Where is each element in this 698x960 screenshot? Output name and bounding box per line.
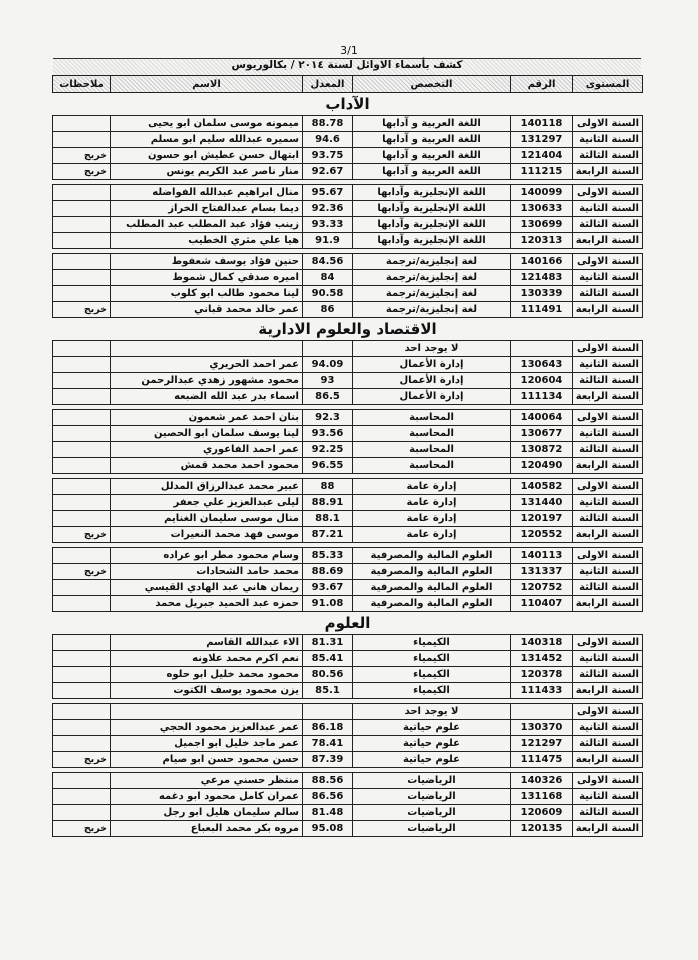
notes-cell (53, 116, 111, 132)
average-cell: 86.5 (303, 389, 353, 405)
table-row (53, 148, 643, 164)
major-cell: إدارة عامة (353, 527, 511, 543)
header-name: الاسم (111, 76, 303, 93)
table-row (53, 458, 643, 474)
table-row (53, 116, 643, 132)
level-cell: السنة الثانية (573, 789, 643, 805)
number-cell: 130339 (511, 286, 573, 302)
table-row (53, 683, 643, 699)
average-cell: 94.09 (303, 357, 353, 373)
number-cell: 120552 (511, 527, 573, 543)
table-row (53, 201, 643, 217)
table-row (53, 410, 643, 426)
notes-cell (53, 458, 111, 474)
average-cell: 88 (303, 479, 353, 495)
name-cell: وسام محمود مطر ابو عراده (111, 548, 303, 564)
average-cell: 85.1 (303, 683, 353, 699)
average-cell: 91.9 (303, 233, 353, 249)
name-cell: عمر احمد الفاعوري (111, 442, 303, 458)
name-cell: عمر عبدالعزيز محمود الحجي (111, 720, 303, 736)
section-title: الآداب (53, 93, 643, 116)
number-cell: 130633 (511, 201, 573, 217)
level-cell: السنة الاولى (573, 704, 643, 720)
notes-cell: خريج (53, 564, 111, 580)
name-cell: عمران كامل محمود ابو دغمه (111, 789, 303, 805)
number-cell: 120752 (511, 580, 573, 596)
number-cell: 111215 (511, 164, 573, 180)
major-cell: اللغة العربية و آدابها (353, 164, 511, 180)
notes-cell (53, 635, 111, 651)
document-title: كشف بأسماء الاوائل لسنة ٢٠١٤ / بكالوريوس (53, 58, 641, 75)
average-cell: 88.69 (303, 564, 353, 580)
major-cell: المحاسبة (353, 410, 511, 426)
name-cell: موسى فهد محمد النعيرات (111, 527, 303, 543)
level-cell: السنة الرابعة (573, 389, 643, 405)
average-cell: 92.67 (303, 164, 353, 180)
header-level: المستوى (573, 76, 643, 93)
number-cell: 140099 (511, 185, 573, 201)
name-cell: ميمونه موسى سلمان ابو يحيى (111, 116, 303, 132)
name-cell: لينا يوسف سلمان ابو الحصين (111, 426, 303, 442)
major-cell: اللغة الإنجليزية وآدابها (353, 185, 511, 201)
level-cell: السنة الثالثة (573, 736, 643, 752)
level-cell: السنة الثالثة (573, 805, 643, 821)
major-cell: لا يوجد احد (353, 341, 511, 357)
average-cell: 90.58 (303, 286, 353, 302)
level-cell: السنة الاولى (573, 773, 643, 789)
major-cell: اللغة العربية و آدابها (353, 148, 511, 164)
average-cell: 93.75 (303, 148, 353, 164)
level-cell: السنة الاولى (573, 341, 643, 357)
average-cell: 85.41 (303, 651, 353, 667)
name-cell: الاء عبدالله القاسم (111, 635, 303, 651)
number-cell: 131168 (511, 789, 573, 805)
table-row (53, 805, 643, 821)
notes-cell (53, 254, 111, 270)
major-cell: الرياضيات (353, 821, 511, 837)
name-cell: سالم سليمان هليل ابو رجل (111, 805, 303, 821)
table-row (53, 752, 643, 768)
average-cell: 92.3 (303, 410, 353, 426)
average-cell: 86 (303, 302, 353, 318)
notes-cell (53, 479, 111, 495)
name-cell: ليلى عبدالعزيز علي جعفر (111, 495, 303, 511)
level-cell: السنة الثانية (573, 201, 643, 217)
level-cell: السنة الرابعة (573, 683, 643, 699)
number-cell: 131337 (511, 564, 573, 580)
table-row (53, 426, 643, 442)
notes-cell (53, 389, 111, 405)
average-cell: 93.33 (303, 217, 353, 233)
major-cell: إدارة عامة (353, 479, 511, 495)
major-cell: إدارة عامة (353, 495, 511, 511)
notes-cell (53, 373, 111, 389)
name-cell: يزن محمود يوسف الكتوت (111, 683, 303, 699)
level-cell: السنة الرابعة (573, 752, 643, 768)
notes-cell (53, 132, 111, 148)
major-cell: الرياضيات (353, 773, 511, 789)
table-row (53, 704, 643, 720)
level-cell: السنة الثانية (573, 720, 643, 736)
name-cell: منال ابراهيم عبدالله الفواضله (111, 185, 303, 201)
notes-cell (53, 286, 111, 302)
average-cell: 94.6 (303, 132, 353, 148)
section-title: الاقتصاد والعلوم الادارية (53, 318, 643, 341)
level-cell: السنة الثانية (573, 651, 643, 667)
number-cell: 111433 (511, 683, 573, 699)
notes-cell (53, 270, 111, 286)
table-row (53, 511, 643, 527)
name-cell: محمود محمد خليل ابو حلوه (111, 667, 303, 683)
major-cell: إدارة عامة (353, 511, 511, 527)
level-cell: السنة الاولى (573, 479, 643, 495)
header-major: التخصص (353, 76, 511, 93)
level-cell: السنة الرابعة (573, 596, 643, 612)
major-cell: إدارة الأعمال (353, 373, 511, 389)
number-cell: 140166 (511, 254, 573, 270)
table-row (53, 479, 643, 495)
major-cell: اللغة الإنجليزية وآدابها (353, 233, 511, 249)
name-cell: زينب فؤاد عبد المطلب عبد المطلب (111, 217, 303, 233)
section-heading-row (53, 93, 643, 116)
table-row (53, 821, 643, 837)
average-cell: 78.41 (303, 736, 353, 752)
average-cell: 84 (303, 270, 353, 286)
table-row (53, 548, 643, 564)
level-cell: السنة الرابعة (573, 527, 643, 543)
notes-cell (53, 683, 111, 699)
notes-cell (53, 201, 111, 217)
name-cell: حمزه عبد الحميد جبريل محمد (111, 596, 303, 612)
name-cell: ديما بسام عبدالفتاح الخراز (111, 201, 303, 217)
notes-cell (53, 185, 111, 201)
major-cell: الكيمياء (353, 635, 511, 651)
table-row (53, 635, 643, 651)
name-cell: ريمان هاني عبد الهادي القيسي (111, 580, 303, 596)
notes-cell: خريج (53, 148, 111, 164)
name-cell (111, 704, 303, 720)
table-row (53, 389, 643, 405)
number-cell: 120197 (511, 511, 573, 527)
major-cell: المحاسبة (353, 442, 511, 458)
number-cell: 120609 (511, 805, 573, 821)
level-cell: السنة الثالثة (573, 580, 643, 596)
major-cell: علوم حياتية (353, 720, 511, 736)
notes-cell (53, 410, 111, 426)
page-number: 3/1 (340, 44, 358, 57)
major-cell: اللغة العربية و آدابها (353, 116, 511, 132)
number-cell: 120135 (511, 821, 573, 837)
table-row (53, 667, 643, 683)
table-row (53, 270, 643, 286)
header-row (53, 76, 643, 93)
average-cell: 92.36 (303, 201, 353, 217)
table-row (53, 185, 643, 201)
name-cell: اميره صدقي كمال شموط (111, 270, 303, 286)
notes-cell (53, 495, 111, 511)
average-cell: 81.31 (303, 635, 353, 651)
table-row (53, 442, 643, 458)
notes-cell: خريج (53, 302, 111, 318)
section-heading-row (53, 318, 643, 341)
name-cell: محمد حامد الشحادات (111, 564, 303, 580)
average-cell: 87.21 (303, 527, 353, 543)
level-cell: السنة الثانية (573, 564, 643, 580)
honor-roll-table (52, 75, 643, 837)
table-row (53, 341, 643, 357)
major-cell: لغة إنجليزية/ترجمة (353, 286, 511, 302)
notes-cell (53, 773, 111, 789)
level-cell: السنة الرابعة (573, 233, 643, 249)
average-cell: 95.67 (303, 185, 353, 201)
average-cell: 88.1 (303, 511, 353, 527)
number-cell (511, 704, 573, 720)
number-cell: 140326 (511, 773, 573, 789)
level-cell: السنة الاولى (573, 410, 643, 426)
number-cell (511, 341, 573, 357)
notes-cell: خريج (53, 821, 111, 837)
notes-cell (53, 511, 111, 527)
number-cell: 130872 (511, 442, 573, 458)
table-row (53, 233, 643, 249)
notes-cell: خريج (53, 752, 111, 768)
number-cell: 121404 (511, 148, 573, 164)
number-cell: 111491 (511, 302, 573, 318)
header-average: المعدل (303, 76, 353, 93)
average-cell: 88.91 (303, 495, 353, 511)
average-cell: 88.56 (303, 773, 353, 789)
table-row (53, 720, 643, 736)
major-cell: علوم حياتية (353, 752, 511, 768)
header-notes: ملاحظات (53, 76, 111, 93)
number-cell: 131297 (511, 132, 573, 148)
level-cell: السنة الرابعة (573, 302, 643, 318)
table-row (53, 596, 643, 612)
name-cell: منتظر حسني مرعي (111, 773, 303, 789)
average-cell: 80.56 (303, 667, 353, 683)
number-cell: 130699 (511, 217, 573, 233)
average-cell (303, 704, 353, 720)
number-cell: 130370 (511, 720, 573, 736)
major-cell: اللغة العربية و آدابها (353, 132, 511, 148)
level-cell: السنة الاولى (573, 116, 643, 132)
number-cell: 140064 (511, 410, 573, 426)
name-cell: محمود احمد محمد قمش (111, 458, 303, 474)
name-cell: لينا محمود طالب ابو كلوب (111, 286, 303, 302)
level-cell: السنة الثالثة (573, 217, 643, 233)
average-cell: 91.08 (303, 596, 353, 612)
table-row (53, 357, 643, 373)
level-cell: السنة الثالثة (573, 286, 643, 302)
major-cell: اللغة الإنجليزية وآدابها (353, 217, 511, 233)
table-row (53, 736, 643, 752)
average-cell: 84.56 (303, 254, 353, 270)
level-cell: السنة الاولى (573, 185, 643, 201)
name-cell: عمر ماجد خليل ابو اجميل (111, 736, 303, 752)
major-cell: لغة إنجليزية/ترجمة (353, 302, 511, 318)
name-cell (111, 341, 303, 357)
section-title: العلوم (53, 612, 643, 635)
notes-cell (53, 667, 111, 683)
major-cell: العلوم المالية والمصرفية (353, 596, 511, 612)
number-cell: 131452 (511, 651, 573, 667)
number-cell: 110407 (511, 596, 573, 612)
level-cell: السنة الثانية (573, 357, 643, 373)
table-row (53, 132, 643, 148)
major-cell: لغة إنجليزية/ترجمة (353, 270, 511, 286)
major-cell: إدارة الأعمال (353, 357, 511, 373)
table-row (53, 217, 643, 233)
level-cell: السنة الثالثة (573, 667, 643, 683)
notes-cell (53, 720, 111, 736)
level-cell: السنة الثالثة (573, 511, 643, 527)
name-cell: مروه بكر محمد البعباع (111, 821, 303, 837)
table-row (53, 495, 643, 511)
header-number: الرقم (511, 76, 573, 93)
major-cell: الرياضيات (353, 805, 511, 821)
number-cell: 121483 (511, 270, 573, 286)
notes-cell: خريج (53, 164, 111, 180)
average-cell: 86.56 (303, 789, 353, 805)
number-cell: 120313 (511, 233, 573, 249)
level-cell: السنة الاولى (573, 635, 643, 651)
major-cell: العلوم المالية والمصرفية (353, 548, 511, 564)
number-cell: 140318 (511, 635, 573, 651)
major-cell: العلوم المالية والمصرفية (353, 580, 511, 596)
average-cell: 85.33 (303, 548, 353, 564)
notes-cell (53, 596, 111, 612)
level-cell: السنة الثالثة (573, 148, 643, 164)
name-cell: نعم اكرم محمد علاونه (111, 651, 303, 667)
level-cell: السنة الثانية (573, 270, 643, 286)
name-cell: بنان احمد عمر شعمون (111, 410, 303, 426)
section-heading-row (53, 612, 643, 635)
number-cell: 121297 (511, 736, 573, 752)
level-cell: السنة الاولى (573, 254, 643, 270)
notes-cell (53, 704, 111, 720)
level-cell: السنة الرابعة (573, 164, 643, 180)
name-cell: منال موسى سليمان الغنايم (111, 511, 303, 527)
average-cell: 87.39 (303, 752, 353, 768)
major-cell: علوم حياتية (353, 736, 511, 752)
average-cell: 93 (303, 373, 353, 389)
major-cell: لا يوجد احد (353, 704, 511, 720)
number-cell: 140118 (511, 116, 573, 132)
table-row (53, 773, 643, 789)
table-body (53, 93, 643, 837)
notes-cell: خريج (53, 527, 111, 543)
level-cell: السنة الثانية (573, 426, 643, 442)
table-row (53, 254, 643, 270)
name-cell: ابتهال حسن عطيش ابو حسون (111, 148, 303, 164)
notes-cell (53, 651, 111, 667)
average-cell: 92.25 (303, 442, 353, 458)
table-row (53, 164, 643, 180)
notes-cell (53, 805, 111, 821)
notes-cell (53, 789, 111, 805)
average-cell (303, 341, 353, 357)
name-cell: عمر احمد الحريري (111, 357, 303, 373)
table-row (53, 651, 643, 667)
number-cell: 111134 (511, 389, 573, 405)
notes-cell (53, 426, 111, 442)
major-cell: إدارة الأعمال (353, 389, 511, 405)
major-cell: الكيمياء (353, 651, 511, 667)
average-cell: 81.48 (303, 805, 353, 821)
major-cell: المحاسبة (353, 426, 511, 442)
table-row (53, 286, 643, 302)
number-cell: 131440 (511, 495, 573, 511)
major-cell: الكيمياء (353, 667, 511, 683)
name-cell: محمود مشهور زهدي عبدالرحمن (111, 373, 303, 389)
table-row (53, 527, 643, 543)
notes-cell (53, 548, 111, 564)
major-cell: المحاسبة (353, 458, 511, 474)
name-cell: منار ناصر عبد الكريم يونس (111, 164, 303, 180)
level-cell: السنة الثالثة (573, 442, 643, 458)
number-cell: 130677 (511, 426, 573, 442)
number-cell: 111475 (511, 752, 573, 768)
major-cell: لغة إنجليزية/ترجمة (353, 254, 511, 270)
level-cell: السنة الرابعة (573, 458, 643, 474)
number-cell: 120490 (511, 458, 573, 474)
table-row (53, 302, 643, 318)
notes-cell (53, 341, 111, 357)
name-cell: حنين فؤاد يوسف شعفوط (111, 254, 303, 270)
name-cell: عمر خالد محمد قباني (111, 302, 303, 318)
notes-cell (53, 580, 111, 596)
name-cell: حسن محمود حسن ابو صيام (111, 752, 303, 768)
notes-cell (53, 736, 111, 752)
level-cell: السنة الاولى (573, 548, 643, 564)
average-cell: 96.55 (303, 458, 353, 474)
average-cell: 88.78 (303, 116, 353, 132)
level-cell: السنة الثالثة (573, 373, 643, 389)
major-cell: الكيمياء (353, 683, 511, 699)
number-cell: 120378 (511, 667, 573, 683)
name-cell: هيا علي مثري الخطيب (111, 233, 303, 249)
notes-cell (53, 357, 111, 373)
notes-cell (53, 233, 111, 249)
level-cell: السنة الرابعة (573, 821, 643, 837)
average-cell: 93.56 (303, 426, 353, 442)
average-cell: 95.08 (303, 821, 353, 837)
table-row (53, 564, 643, 580)
number-cell: 130643 (511, 357, 573, 373)
number-cell: 140113 (511, 548, 573, 564)
name-cell: اسماء بدر عبد الله الضبعه (111, 389, 303, 405)
average-cell: 93.67 (303, 580, 353, 596)
table-row (53, 373, 643, 389)
major-cell: الرياضيات (353, 789, 511, 805)
major-cell: العلوم المالية والمصرفية (353, 564, 511, 580)
name-cell: عبير محمد عبدالرزاق المدلل (111, 479, 303, 495)
table-row (53, 580, 643, 596)
major-cell: اللغة الإنجليزية وآدابها (353, 201, 511, 217)
average-cell: 86.18 (303, 720, 353, 736)
notes-cell (53, 217, 111, 233)
name-cell: سميره عبدالله سليم ابو مسلم (111, 132, 303, 148)
level-cell: السنة الثانية (573, 132, 643, 148)
number-cell: 120604 (511, 373, 573, 389)
level-cell: السنة الثانية (573, 495, 643, 511)
notes-cell (53, 442, 111, 458)
table-row (53, 789, 643, 805)
number-cell: 140582 (511, 479, 573, 495)
